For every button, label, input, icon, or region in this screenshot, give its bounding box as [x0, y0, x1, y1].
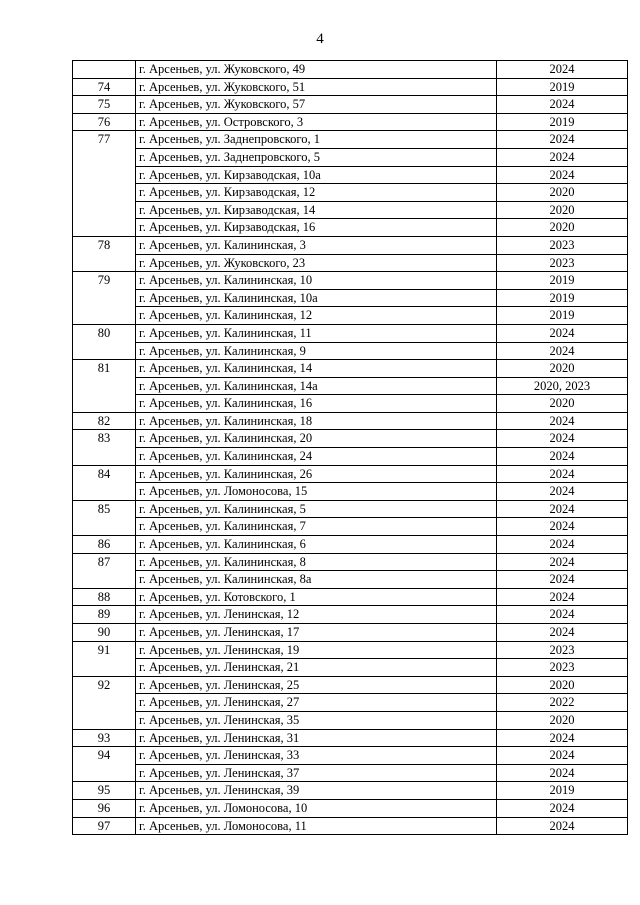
year-cell: 2024: [497, 817, 628, 835]
table-row: [73, 148, 628, 166]
table-row: [73, 324, 628, 342]
address-cell: г. Арсеньев, ул. Котовского, 1: [136, 588, 497, 606]
year-cell: 2024: [497, 148, 628, 166]
address-cell: г. Арсеньев, ул. Ленинская, 33: [136, 747, 497, 765]
address-cell: г. Арсеньев, ул. Калининская, 14а: [136, 377, 497, 395]
row-number-cell: 96: [73, 799, 136, 817]
year-cell: 2020: [497, 711, 628, 729]
row-number-cell: 74: [73, 78, 136, 96]
address-cell: г. Арсеньев, ул. Жуковского, 57: [136, 96, 497, 114]
year-cell: 2024: [497, 412, 628, 430]
table-row: [73, 342, 628, 360]
address-cell: г. Арсеньев, ул. Калининская, 6: [136, 536, 497, 554]
table-row: [73, 536, 628, 554]
table-row: [73, 96, 628, 114]
table-row: [73, 360, 628, 378]
year-cell: 2024: [497, 500, 628, 518]
address-cell: г. Арсеньев, ул. Ленинская, 17: [136, 624, 497, 642]
year-cell: 2023: [497, 236, 628, 254]
table-row: [73, 747, 628, 765]
row-number-cell: 93: [73, 729, 136, 747]
table-row: [73, 377, 628, 395]
address-cell: г. Арсеньев, ул. Калининская, 10а: [136, 289, 497, 307]
address-cell: г. Арсеньев, ул. Калининская, 12: [136, 307, 497, 325]
row-number-cell: 76: [73, 113, 136, 131]
address-cell: г. Арсеньев, ул. Калининская, 18: [136, 412, 497, 430]
address-cell: г. Арсеньев, ул. Островского, 3: [136, 113, 497, 131]
year-cell: 2020: [497, 184, 628, 202]
table-row: [73, 606, 628, 624]
table-row: [73, 659, 628, 677]
table-row: [73, 817, 628, 835]
row-number-cell: 95: [73, 782, 136, 800]
year-cell: 2019: [497, 272, 628, 290]
year-cell: 2019: [497, 289, 628, 307]
table-row: [73, 184, 628, 202]
table-row: [73, 289, 628, 307]
row-number-cell: 75: [73, 96, 136, 114]
table-row: [73, 518, 628, 536]
row-number-cell: 92: [73, 676, 136, 729]
address-cell: г. Арсеньев, ул. Калининская, 11: [136, 324, 497, 342]
address-cell: г. Арсеньев, ул. Калининская, 5: [136, 500, 497, 518]
year-cell: 2024: [497, 483, 628, 501]
address-cell: г. Арсеньев, ул. Ломоносова, 11: [136, 817, 497, 835]
table-row: [73, 641, 628, 659]
address-cell: г. Арсеньев, ул. Калининская, 9: [136, 342, 497, 360]
year-cell: 2019: [497, 307, 628, 325]
address-cell: г. Арсеньев, ул. Калининская, 26: [136, 465, 497, 483]
row-number-cell: 80: [73, 324, 136, 359]
row-number-cell: 84: [73, 465, 136, 500]
table-row: [73, 412, 628, 430]
row-number-cell: 91: [73, 641, 136, 676]
address-cell: г. Арсеньев, ул. Кирзаводская, 10а: [136, 166, 497, 184]
address-cell: г. Арсеньев, ул. Заднепровского, 5: [136, 148, 497, 166]
row-number-cell: 97: [73, 817, 136, 835]
year-cell: 2024: [497, 448, 628, 466]
year-cell: 2024: [497, 430, 628, 448]
year-cell: 2024: [497, 61, 628, 79]
year-cell: 2020: [497, 201, 628, 219]
table-row: [73, 624, 628, 642]
year-cell: 2024: [497, 606, 628, 624]
year-cell: 2024: [497, 588, 628, 606]
year-cell: 2024: [497, 624, 628, 642]
year-cell: 2023: [497, 659, 628, 677]
year-cell: 2019: [497, 113, 628, 131]
address-cell: г. Арсеньев, ул. Ленинская, 31: [136, 729, 497, 747]
year-cell: 2019: [497, 78, 628, 96]
table-row: [73, 553, 628, 571]
address-cell: г. Арсеньев, ул. Ломоносова, 10: [136, 799, 497, 817]
address-cell: г. Арсеньев, ул. Калининская, 8а: [136, 571, 497, 589]
year-cell: 2020: [497, 395, 628, 413]
year-cell: 2024: [497, 747, 628, 765]
table-row: [73, 711, 628, 729]
table-row: [73, 448, 628, 466]
year-cell: 2023: [497, 254, 628, 272]
row-number-cell: [73, 61, 136, 79]
row-number-cell: 85: [73, 500, 136, 535]
row-number-cell: 83: [73, 430, 136, 465]
address-cell: г. Арсеньев, ул. Ленинская, 27: [136, 694, 497, 712]
year-cell: 2024: [497, 324, 628, 342]
address-cell: г. Арсеньев, ул. Ломоносова, 15: [136, 483, 497, 501]
address-cell: г. Арсеньев, ул. Калининская, 14: [136, 360, 497, 378]
table-row: [73, 166, 628, 184]
year-cell: 2024: [497, 518, 628, 536]
year-cell: 2023: [497, 641, 628, 659]
table-row: [73, 799, 628, 817]
table-row: [73, 395, 628, 413]
year-cell: 2020: [497, 676, 628, 694]
table-row: [73, 113, 628, 131]
row-number-cell: 94: [73, 747, 136, 782]
table-row: [73, 588, 628, 606]
address-cell: г. Арсеньев, ул. Ленинская, 39: [136, 782, 497, 800]
address-cell: г. Арсеньев, ул. Ленинская, 12: [136, 606, 497, 624]
table-row: [73, 571, 628, 589]
table-row: [73, 307, 628, 325]
address-cell: г. Арсеньев, ул. Ленинская, 35: [136, 711, 497, 729]
table-row: [73, 764, 628, 782]
year-cell: 2024: [497, 131, 628, 149]
table-row: [73, 131, 628, 149]
address-cell: г. Арсеньев, ул. Ленинская, 25: [136, 676, 497, 694]
year-cell: 2020: [497, 360, 628, 378]
table-row: [73, 219, 628, 237]
row-number-cell: 79: [73, 272, 136, 325]
address-cell: г. Арсеньев, ул. Кирзаводская, 12: [136, 184, 497, 202]
address-cell: г. Арсеньев, ул. Калининская, 24: [136, 448, 497, 466]
address-cell: г. Арсеньев, ул. Ленинская, 37: [136, 764, 497, 782]
table-row: [73, 430, 628, 448]
table-body: [73, 61, 628, 835]
table-row: [73, 78, 628, 96]
address-cell: г. Арсеньев, ул. Калининская, 20: [136, 430, 497, 448]
year-cell: 2024: [497, 764, 628, 782]
address-cell: г. Арсеньев, ул. Калининская, 16: [136, 395, 497, 413]
table-row: [73, 61, 628, 79]
address-cell: г. Арсеньев, ул. Калининская, 3: [136, 236, 497, 254]
year-cell: 2024: [497, 342, 628, 360]
address-cell: г. Арсеньев, ул. Ленинская, 19: [136, 641, 497, 659]
year-cell: 2024: [497, 96, 628, 114]
table-row: [73, 236, 628, 254]
year-cell: 2019: [497, 782, 628, 800]
address-cell: г. Арсеньев, ул. Жуковского, 23: [136, 254, 497, 272]
row-number-cell: 82: [73, 412, 136, 430]
year-cell: 2024: [497, 571, 628, 589]
row-number-cell: 87: [73, 553, 136, 588]
address-cell: г. Арсеньев, ул. Ленинская, 21: [136, 659, 497, 677]
address-table: [72, 60, 628, 835]
table-row: [73, 465, 628, 483]
year-cell: 2024: [497, 729, 628, 747]
address-cell: г. Арсеньев, ул. Калининская, 8: [136, 553, 497, 571]
row-number-cell: 88: [73, 588, 136, 606]
table-row: [73, 676, 628, 694]
row-number-cell: 78: [73, 236, 136, 271]
table-row: [73, 694, 628, 712]
row-number-cell: 81: [73, 360, 136, 413]
row-number-cell: 77: [73, 131, 136, 237]
address-cell: г. Арсеньев, ул. Калининская, 10: [136, 272, 497, 290]
table-row: [73, 782, 628, 800]
year-cell: 2024: [497, 536, 628, 554]
table-row: [73, 201, 628, 219]
year-cell: 2020, 2023: [497, 377, 628, 395]
address-cell: г. Арсеньев, ул. Кирзаводская, 16: [136, 219, 497, 237]
address-cell: г. Арсеньев, ул. Жуковского, 51: [136, 78, 497, 96]
year-cell: 2024: [497, 799, 628, 817]
page-number: 4: [316, 31, 324, 47]
table-row: [73, 483, 628, 501]
year-cell: 2022: [497, 694, 628, 712]
table-row: [73, 272, 628, 290]
table-row: [73, 500, 628, 518]
address-cell: г. Арсеньев, ул. Жуковского, 49: [136, 61, 497, 79]
year-cell: 2020: [497, 219, 628, 237]
year-cell: 2024: [497, 465, 628, 483]
table-row: [73, 729, 628, 747]
row-number-cell: 90: [73, 624, 136, 642]
year-cell: 2024: [497, 553, 628, 571]
address-cell: г. Арсеньев, ул. Кирзаводская, 14: [136, 201, 497, 219]
address-cell: г. Арсеньев, ул. Калининская, 7: [136, 518, 497, 536]
year-cell: 2024: [497, 166, 628, 184]
address-cell: г. Арсеньев, ул. Заднепровского, 1: [136, 131, 497, 149]
row-number-cell: 89: [73, 606, 136, 624]
table-row: [73, 254, 628, 272]
row-number-cell: 86: [73, 536, 136, 554]
